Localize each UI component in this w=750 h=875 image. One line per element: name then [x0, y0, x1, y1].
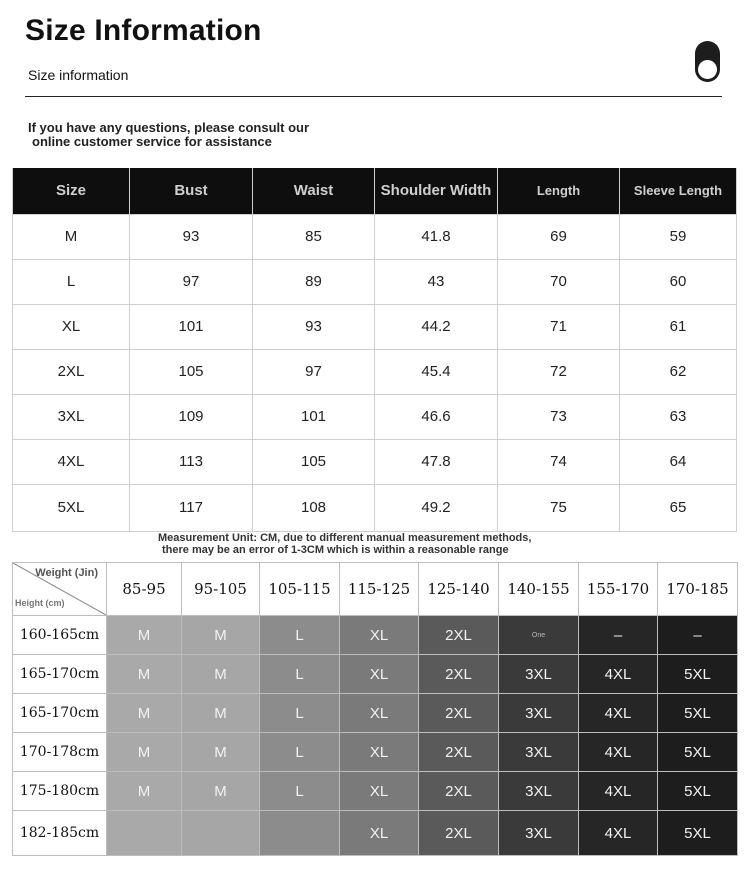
height-range-label: 170-178cm [13, 733, 107, 772]
measurement-note-line-1: Measurement Unit: CM, due to different manual measurement methods, [158, 532, 532, 544]
cell-length: 73 [498, 394, 620, 439]
recommended-size-cell: 2XL [419, 694, 499, 733]
cell-sleeve-length: 65 [620, 484, 737, 531]
recommended-size-cell: L [260, 772, 340, 811]
cell-bust: 97 [130, 259, 253, 304]
cell-size: M [13, 214, 130, 259]
size-row [13, 304, 737, 349]
recommended-size-cell: M [107, 694, 182, 733]
recommended-size-cell: 4XL [579, 655, 658, 694]
consult-line-1: If you have any questions, please consult our [28, 120, 310, 135]
recommended-size-cell: XL [340, 655, 419, 694]
recommended-size-cell: L [260, 694, 340, 733]
cell-sleeve-length: 63 [620, 394, 737, 439]
header-divider [25, 96, 722, 97]
recommended-size-cell: L [260, 616, 340, 655]
recommended-size-cell: L [260, 733, 340, 772]
height-range-label: 175-180cm [13, 772, 107, 811]
size-recommendation-table [12, 562, 738, 856]
cell-size: 4XL [13, 439, 130, 484]
size-row [13, 394, 737, 439]
recommended-size-cell: M [182, 655, 260, 694]
recommended-size-cell: 2XL [419, 655, 499, 694]
recommended-size-cell: 3XL [499, 811, 579, 856]
recommended-size-cell: 5XL [658, 811, 738, 856]
size-table [12, 168, 737, 532]
height-range-label: 165-170cm [13, 655, 107, 694]
height-range-label: 160-165cm [13, 616, 107, 655]
weight-range-header: 155-170 [579, 563, 658, 616]
measurement-note-line-2: there may be an error of 1-3CM which is within a reasonable range [162, 544, 509, 556]
size-row [13, 439, 737, 484]
recommended-size-cell: M [107, 733, 182, 772]
recommended-size-cell: 3XL [499, 655, 579, 694]
cell-length: 69 [498, 214, 620, 259]
cell-waist: 108 [253, 484, 375, 531]
cell-sleeve-length: 60 [620, 259, 737, 304]
recommended-size-cell [107, 811, 182, 856]
cell-sleeve-length: 61 [620, 304, 737, 349]
recommended-size-cell: L [260, 655, 340, 694]
recommended-size-cell: 3XL [499, 694, 579, 733]
recommended-size-cell: 5XL [658, 655, 738, 694]
recommended-size-cell: 4XL [579, 772, 658, 811]
recommended-size-cell: – [658, 616, 738, 655]
recommended-size-cell: 2XL [419, 733, 499, 772]
cell-length: 70 [498, 259, 620, 304]
cell-length: 72 [498, 349, 620, 394]
header-bust: Bust [130, 168, 253, 214]
cell-shoulder-width: 44.2 [375, 304, 498, 349]
cell-sleeve-length: 64 [620, 439, 737, 484]
recommended-size-cell: 2XL [419, 811, 499, 856]
weight-axis-label: Weight (Jin) [35, 567, 98, 579]
cell-size: L [13, 259, 130, 304]
recommended-size-cell [260, 811, 340, 856]
weight-range-header: 140-155 [499, 563, 579, 616]
size-row [13, 259, 737, 304]
cell-shoulder-width: 41.8 [375, 214, 498, 259]
height-axis-label: Height (cm) [15, 598, 65, 608]
weight-range-header: 95-105 [182, 563, 260, 616]
cell-waist: 97 [253, 349, 375, 394]
size-row [13, 214, 737, 259]
recommended-size-cell: M [107, 772, 182, 811]
consult-line-2: online customer service for assistance [32, 134, 272, 149]
cell-length: 75 [498, 484, 620, 531]
header-shoulder-width: Shoulder Width [375, 168, 498, 214]
cell-shoulder-width: 47.8 [375, 439, 498, 484]
recommended-size-cell: M [107, 616, 182, 655]
section-subtitle: Size information [28, 67, 129, 83]
recommended-size-cell: 5XL [658, 694, 738, 733]
recommended-size-cell: 4XL [579, 811, 658, 856]
header-size: Size [13, 168, 130, 214]
recommended-size-cell: 2XL [419, 616, 499, 655]
recommendation-row [13, 772, 738, 811]
recommended-size-cell: 4XL [579, 694, 658, 733]
corner-cell [13, 563, 107, 616]
recommended-size-cell: XL [340, 694, 419, 733]
recommendation-row [13, 733, 738, 772]
cell-waist: 105 [253, 439, 375, 484]
recommendation-row [13, 694, 738, 733]
recommended-size-cell: 3XL [499, 733, 579, 772]
recommended-size-cell: – [579, 616, 658, 655]
page-title: Size Information [25, 14, 262, 47]
measurement-note [158, 532, 531, 556]
cell-bust: 109 [130, 394, 253, 439]
cell-waist: 93 [253, 304, 375, 349]
cell-bust: 113 [130, 439, 253, 484]
cell-length: 71 [498, 304, 620, 349]
weight-range-header: 115-125 [340, 563, 419, 616]
recommended-size-cell: M [107, 655, 182, 694]
recommended-size-cell: 4XL [579, 733, 658, 772]
cell-bust: 101 [130, 304, 253, 349]
toggle-knob [698, 60, 717, 79]
cell-bust: 105 [130, 349, 253, 394]
recommended-size-cell: 5XL [658, 733, 738, 772]
cell-bust: 93 [130, 214, 253, 259]
cell-waist: 101 [253, 394, 375, 439]
cell-size: 2XL [13, 349, 130, 394]
header-sleeve-length: Sleeve Length [620, 168, 737, 214]
cell-size: 5XL [13, 484, 130, 531]
cell-sleeve-length: 62 [620, 349, 737, 394]
cell-waist: 85 [253, 214, 375, 259]
recommended-size-cell: M [182, 772, 260, 811]
cell-shoulder-width: 43 [375, 259, 498, 304]
recommended-size-cell: M [182, 733, 260, 772]
size-row [13, 349, 737, 394]
recommended-size-cell: XL [340, 733, 419, 772]
cell-length: 74 [498, 439, 620, 484]
cell-waist: 89 [253, 259, 375, 304]
cell-bust: 117 [130, 484, 253, 531]
recommended-size-cell: XL [340, 811, 419, 856]
cell-sleeve-length: 59 [620, 214, 737, 259]
recommended-size-cell: M [182, 616, 260, 655]
cell-shoulder-width: 46.6 [375, 394, 498, 439]
cell-size: 3XL [13, 394, 130, 439]
recommended-size-cell: XL [340, 616, 419, 655]
recommendation-row [13, 655, 738, 694]
consult-note [28, 121, 309, 149]
cell-size: XL [13, 304, 130, 349]
recommended-size-cell [182, 811, 260, 856]
weight-range-header: 170-185 [658, 563, 738, 616]
recommendation-row [13, 811, 738, 856]
recommended-size-cell: 5XL [658, 772, 738, 811]
header-length: Length [498, 168, 620, 214]
recommended-size-cell: M [182, 694, 260, 733]
height-range-label: 165-170cm [13, 694, 107, 733]
header-waist: Waist [253, 168, 375, 214]
size-table-header [13, 168, 737, 214]
cell-shoulder-width: 45.4 [375, 349, 498, 394]
toggle-switch[interactable] [695, 41, 720, 82]
recommendation-header-row [13, 563, 738, 616]
recommended-size-cell: One [499, 616, 579, 655]
size-row [13, 484, 737, 531]
weight-range-header: 125-140 [419, 563, 499, 616]
recommended-size-cell: 3XL [499, 772, 579, 811]
weight-range-header: 85-95 [107, 563, 182, 616]
height-range-label: 182-185cm [13, 811, 107, 856]
recommended-size-cell: XL [340, 772, 419, 811]
cell-shoulder-width: 49.2 [375, 484, 498, 531]
recommendation-row [13, 616, 738, 655]
weight-range-header: 105-115 [260, 563, 340, 616]
recommended-size-cell: 2XL [419, 772, 499, 811]
